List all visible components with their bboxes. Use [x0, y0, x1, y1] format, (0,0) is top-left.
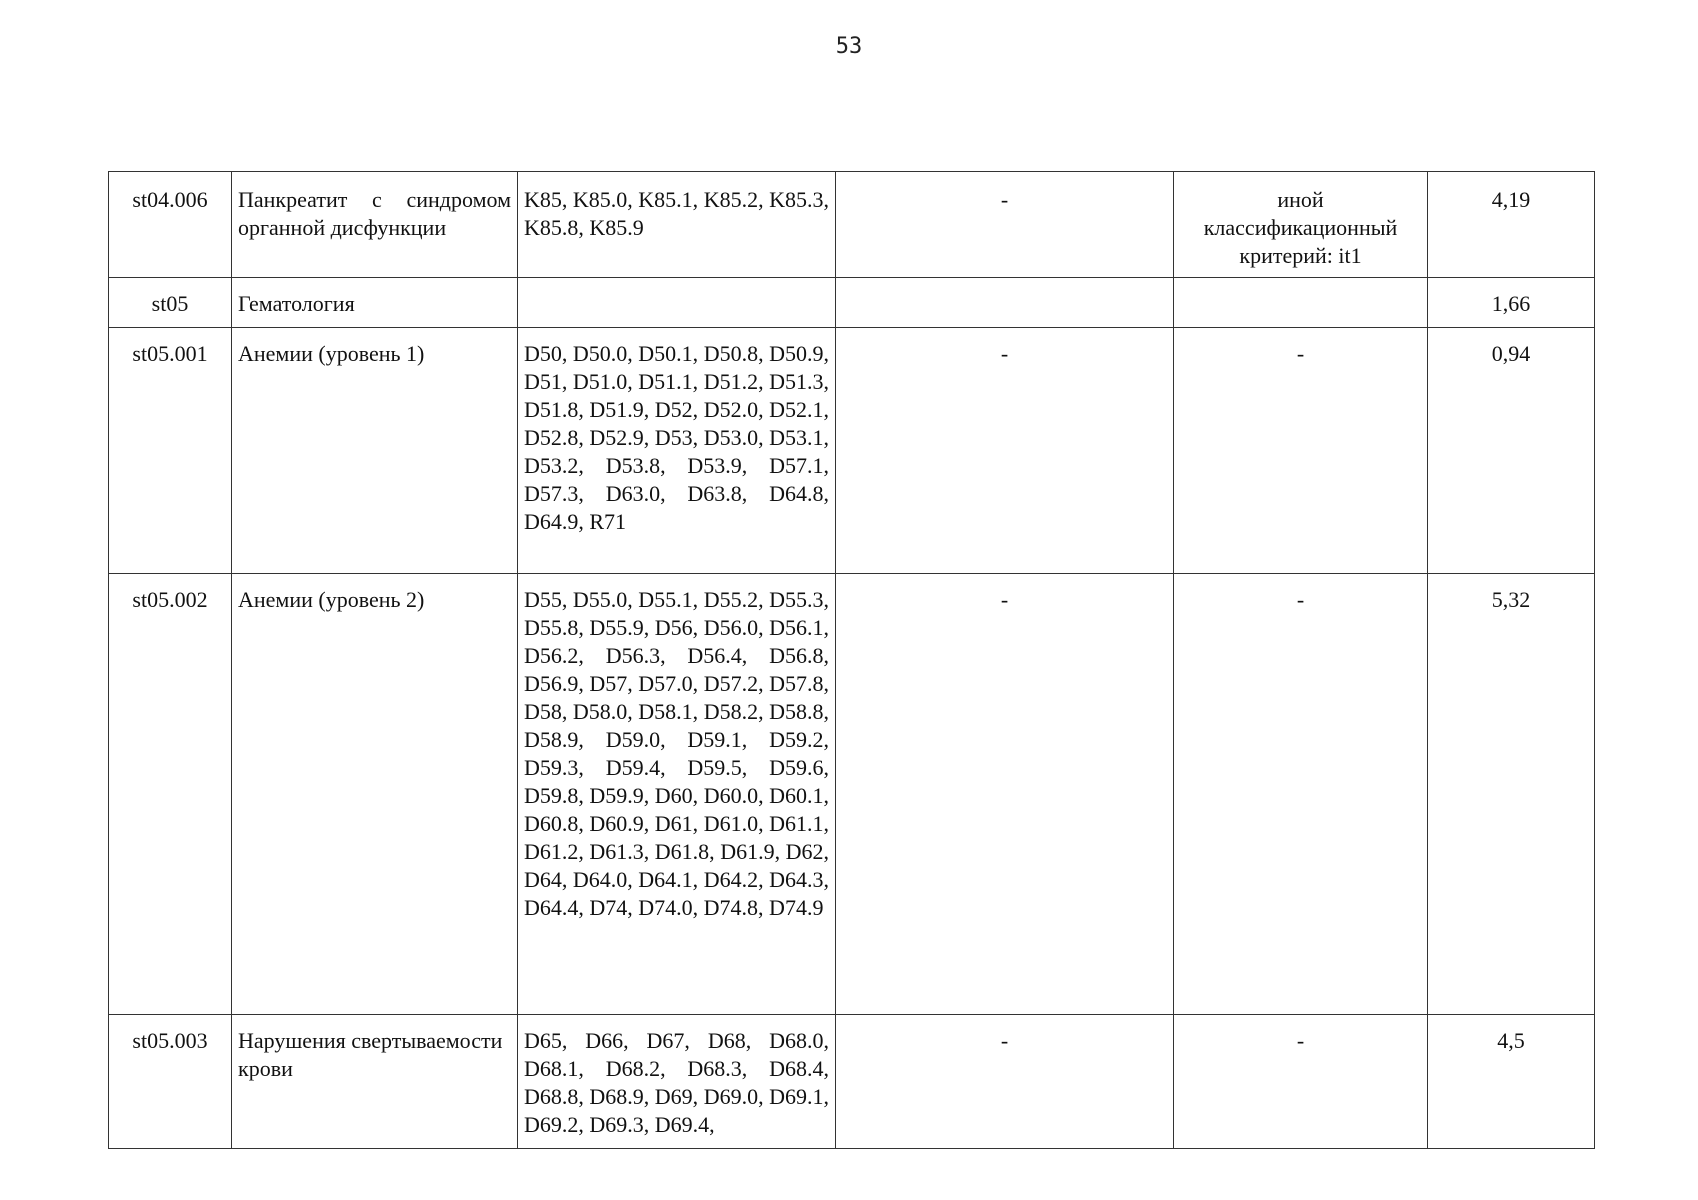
icd-codes-cell: D65, D66, D67, D68, D68.0, D68.1, D68.2, D68.3, D68.4, D68.8, D68.9, D69, D69.0, D69.1, D69.2, D69.3, D69.4,	[518, 1015, 836, 1149]
table-row	[109, 328, 1595, 574]
criterion-cell: -	[1174, 1015, 1428, 1149]
coefficient-cell: 4,19	[1428, 172, 1595, 278]
criterion-cell	[1174, 278, 1428, 328]
criterion-cell: -	[1174, 574, 1428, 1015]
table-row	[109, 172, 1595, 278]
icd-codes-cell: D55, D55.0, D55.1, D55.2, D55.3, D55.8, D55.9, D56, D56.0, D56.1, D56.2, D56.3, D56.4, D56.8, D56.9, D57, D57.0, D57.2, D57.8, D58, D58.0, D58.1, D58.2, D58.8, D58.9, D59.0, D59.1, D59.2, D59.3, D59.4, D59.5, D59.6, D59.8, D59.9, D60, D60.0, D60.1, D60.8, D60.9, D61, D61.0, D61.1, D61.2, D61.3, D61.8, D61.9, D62, D64, D64.0, D64.1, D64.2, D64.3, D64.4, D74, D74.0, D74.8, D74.9	[518, 574, 836, 1015]
services-cell	[836, 278, 1174, 328]
icd-codes-cell	[518, 278, 836, 328]
page-number: 53	[835, 34, 863, 59]
coefficient-cell: 1,66	[1428, 278, 1595, 328]
icd-codes-cell: D50, D50.0, D50.1, D50.8, D50.9, D51, D51.0, D51.1, D51.2, D51.3, D51.8, D51.9, D52, D52.0, D52.1, D52.8, D52.9, D53, D53.0, D53.1, D53.2, D53.8, D53.9, D57.1, D57.3, D63.0, D63.8, D64.8, D64.9, R71	[518, 328, 836, 574]
ksg-name-cell: Нарушения свертываемости крови	[232, 1015, 518, 1149]
ksg-code-cell: st05.001	[109, 328, 232, 574]
criterion-cell: иной классификационный критерий: it1	[1174, 172, 1428, 278]
ksg-code-cell: st04.006	[109, 172, 232, 278]
ksg-name-cell: Гематология	[232, 278, 518, 328]
table-row	[109, 1015, 1595, 1149]
services-cell: -	[836, 328, 1174, 574]
ksg-name-cell: Анемии (уровень 2)	[232, 574, 518, 1015]
table-row	[109, 574, 1595, 1015]
coefficient-cell: 4,5	[1428, 1015, 1595, 1149]
ksg-code-cell: st05.002	[109, 574, 232, 1015]
coefficient-cell: 5,32	[1428, 574, 1595, 1015]
icd-codes-cell: K85, K85.0, K85.1, K85.2, K85.3, K85.8, K85.9	[518, 172, 836, 278]
ksg-name-cell: Панкреатит с синдромом органной дисфункции	[232, 172, 518, 278]
ksg-name-cell: Анемии (уровень 1)	[232, 328, 518, 574]
services-cell: -	[836, 1015, 1174, 1149]
table-row	[109, 278, 1595, 328]
ksg-table	[108, 171, 1595, 1149]
ksg-code-cell: st05.003	[109, 1015, 232, 1149]
services-cell: -	[836, 574, 1174, 1015]
ksg-code-cell: st05	[109, 278, 232, 328]
services-cell: -	[836, 172, 1174, 278]
criterion-cell: -	[1174, 328, 1428, 574]
coefficient-cell: 0,94	[1428, 328, 1595, 574]
